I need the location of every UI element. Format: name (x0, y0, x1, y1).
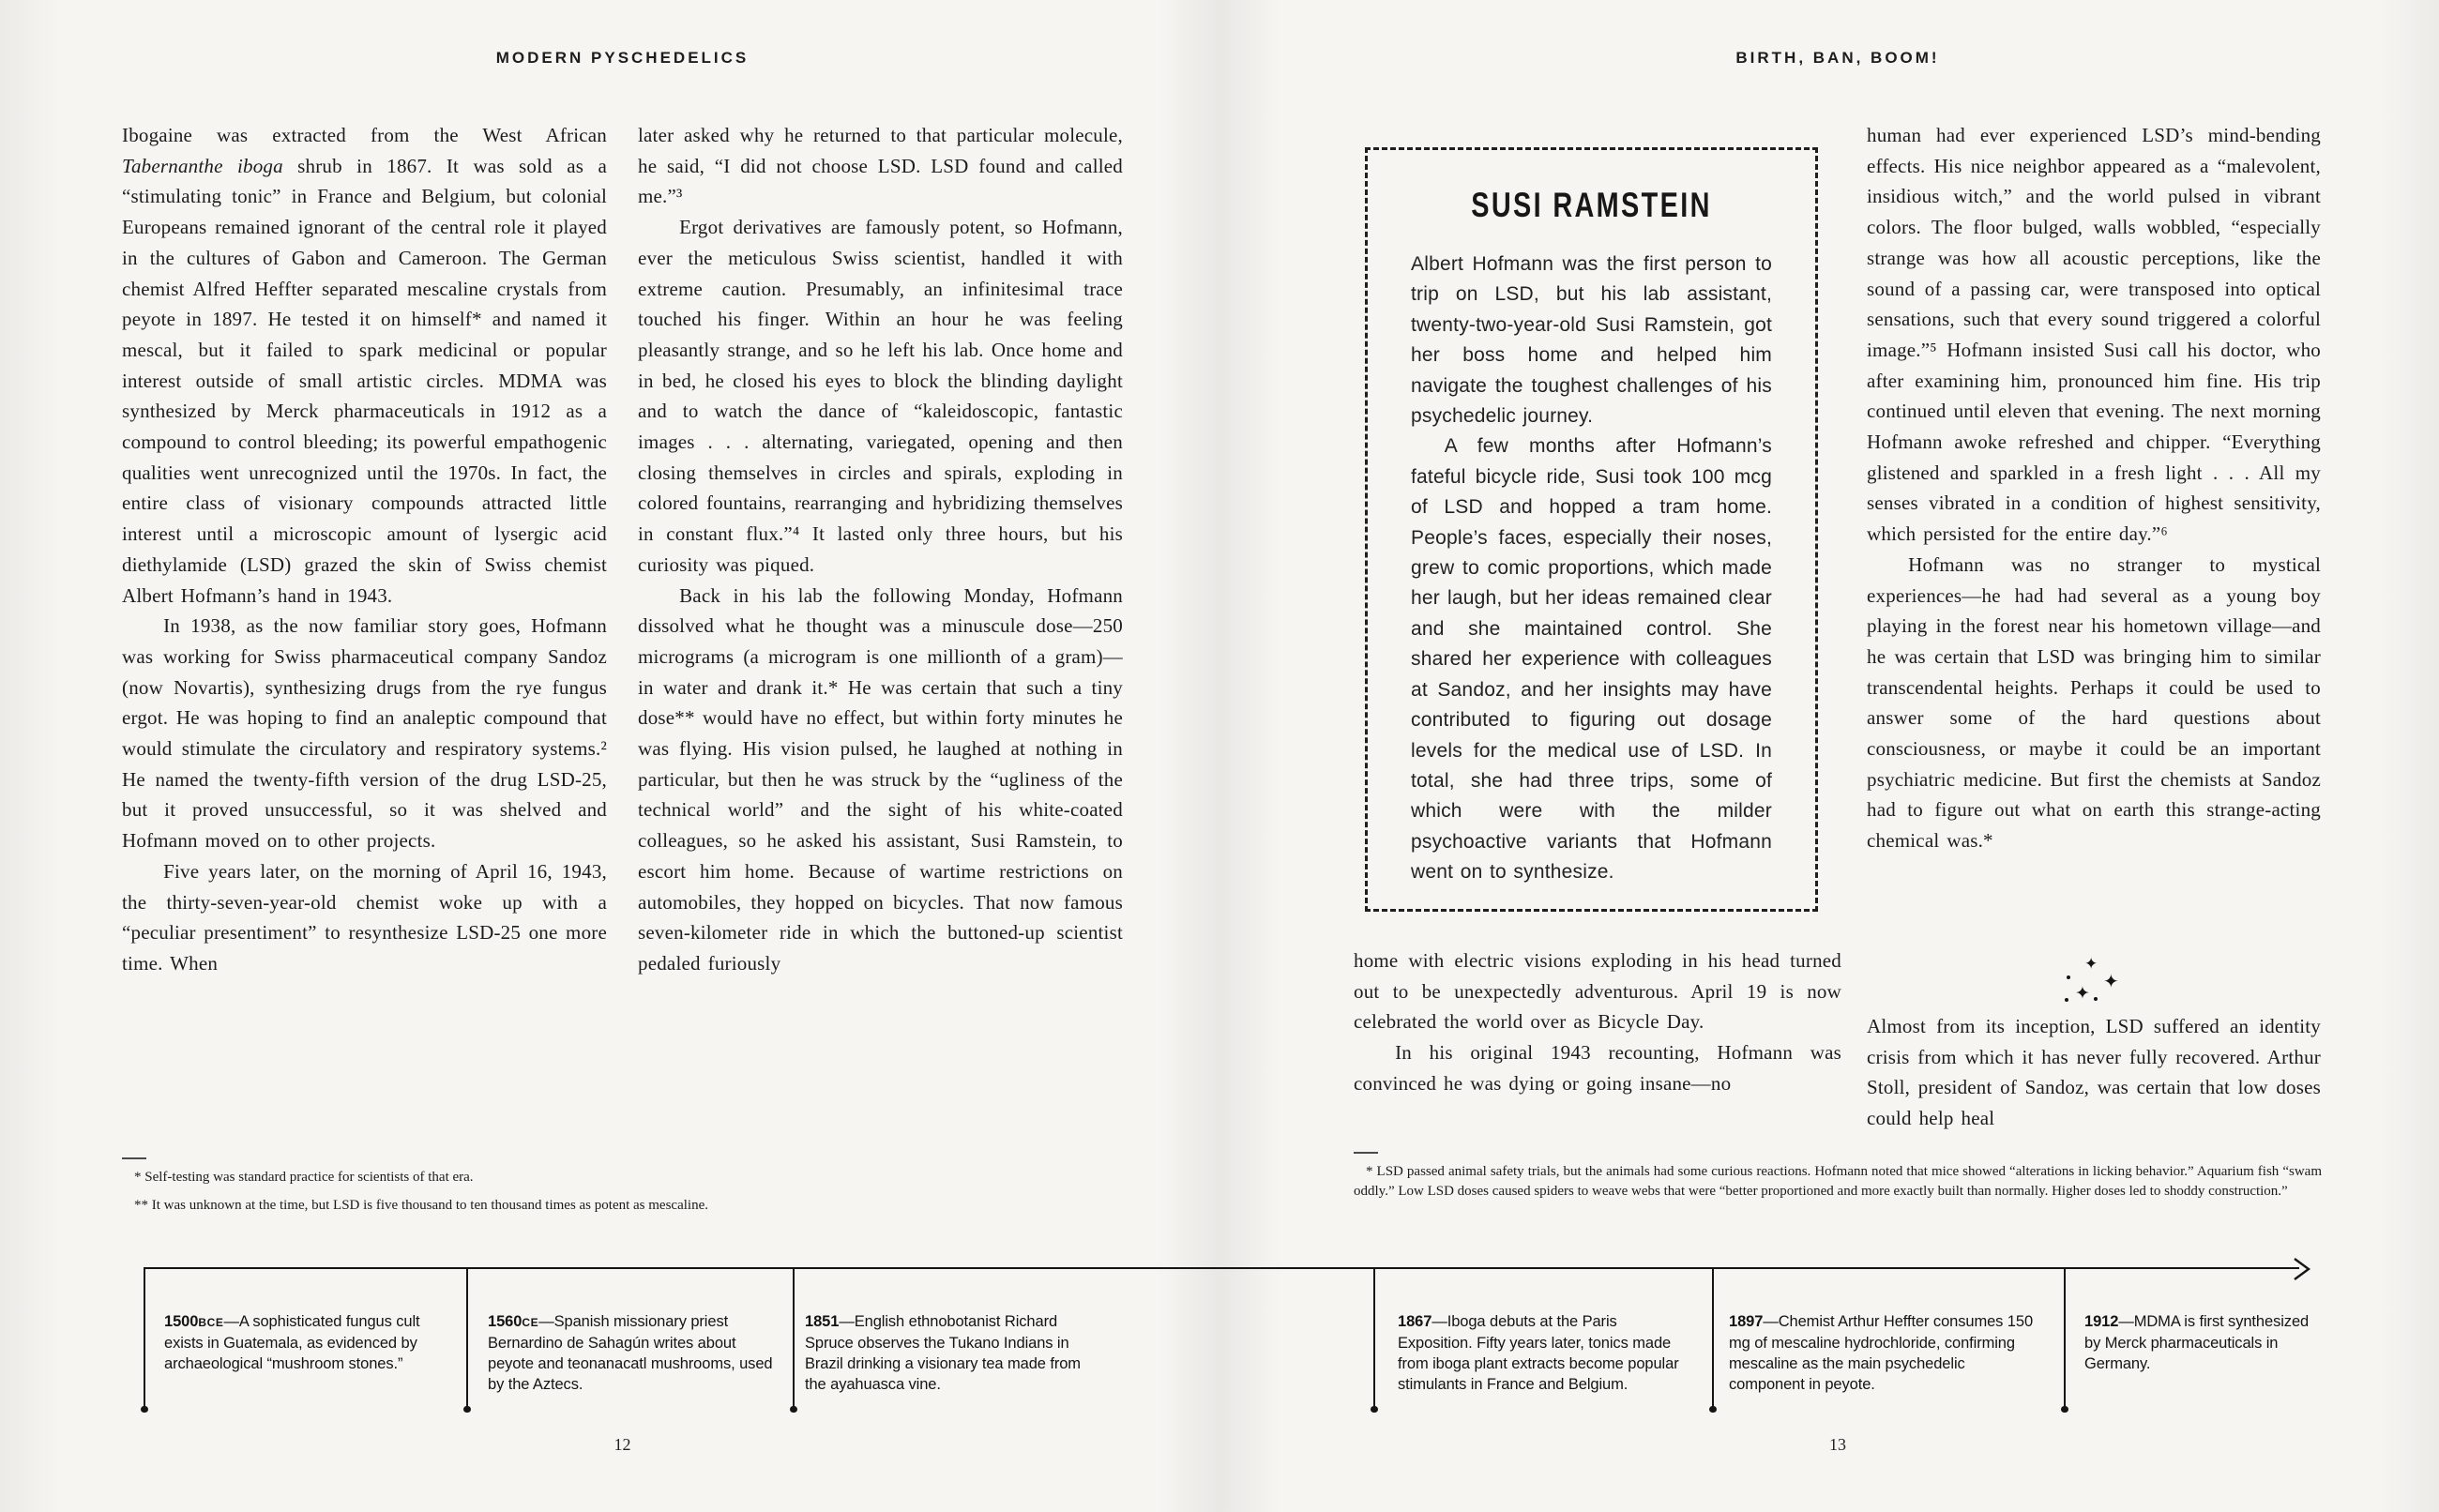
paragraph: Back in his lab the following Monday, Hofmann dissolved what he thought was a minuscule dose—250 micrograms (a microgram is one millionth of a gram)—in water and drank it.* He was certain that such a tiny dose** would have no effect, but within forty minutes he was flying. His vision pulsed, he laughed at nothing in particular, but then he was struck by the “ugliness of the technical world” and the sight of his white-coated colleagues, so he asked his assistant, Susi Ramstein, to escort him home. Because of wartime restrictions on automobiles, they hopped on bicycles. That now famous seven-kilometer ride in which the buttoned-up scientist pedaled furiously (638, 583, 1123, 975)
timeline-entry-1851 (805, 1311, 1086, 1395)
paragraph: home with electric visions exploding in his head turned out to be unexpectedly adventurous. April 19 is now celebrated the world over as Bicycle Day. (1354, 949, 1841, 1034)
timeline-entry-1500bce (164, 1311, 450, 1374)
footnotes-right (1354, 1152, 2322, 1201)
timeline-year: 1500 (164, 1313, 199, 1330)
paragraph: ** It was unknown at the time, but LSD is five thousand to ten thousand times as potent as mescaline. (134, 1198, 708, 1213)
paragraph: Five years later, on the morning of April 16, 1943, the thirty-seven-year-old chemist woke up with a “peculiar presentiment” to resynthesize LSD-25 one more time. When (122, 859, 607, 975)
timeline-tick (2064, 1267, 2066, 1410)
paragraph: later asked why he returned to that particular molecule, he said, “I did not choose LSD. LSD found and called me.”³ (638, 124, 1123, 208)
timeline-entry-1897 (1729, 1311, 2038, 1395)
sparkle-icon: ✦ (2084, 955, 2098, 974)
timeline-entry-1560ce (488, 1311, 780, 1395)
running-head-right: BIRTH, BAN, BOOM! (1735, 49, 1940, 67)
timeline-year: 1912 (2084, 1313, 2119, 1330)
timeline-arrow-icon (2293, 1257, 2311, 1281)
timeline-year: 1867 (1398, 1313, 1432, 1330)
page-number-left: 12 (614, 1435, 631, 1454)
paragraph: Almost from its inception, LSD suffered an identity crisis from which it has never fully recovered. Arthur Stoll, president of Sandoz, was certain that low doses could help heal (1867, 1015, 2321, 1130)
sidebar-body (1411, 249, 1772, 888)
sparkle-dot-icon (2094, 997, 2098, 1001)
paragraph: * Self-testing was standard practice for scientists of that era. (134, 1170, 474, 1185)
left-page-column-1 (122, 120, 607, 979)
paragraph: A few months after Hofmann’s fateful bicycle ride, Susi took 100 mcg of LSD and hopped a tram home. People’s faces, especially their noses, grew to comic proportions, which made her laugh, but her ideas remained clear and she maintained control. She shared her experience with colleagues at Sandoz, and her insights may have contributed to figuring out dosage levels for the medical use of LSD. In total, she had three trips, some of which were with the milder psychoactive variants that Hofmann went on to synthesize. (1411, 435, 1772, 884)
footnote-rule (1354, 1152, 1378, 1154)
timeline-tick (1373, 1267, 1375, 1410)
sidebar-title: SUSI RAMSTEIN (1471, 186, 1712, 224)
page-number-right: 13 (1829, 1435, 1846, 1454)
paragraph: * LSD passed animal safety trials, but the animals had some curious reactions. Hofmann noted that mice showed “alterations in licking behavior.” Aquarium fish “swam oddly.” Low LSD doses caused spiders to weave webs that were “better proportioned and more exactly built than normally. Higher doses led to shoddy construction.” (1354, 1164, 2322, 1199)
timeline-tick (793, 1267, 795, 1410)
timeline-text: —English ethnobotanist Richard Spruce observes the Tukano Indians in Brazil drinking a visionary tea made from the ayahuasca vine. (805, 1313, 1081, 1393)
paragraph: Albert Hofmann was the first person to trip on LSD, but his lab assistant, twenty-two-year-old Susi Ramstein, got her boss home and helped him navigate the toughest challenges of his psychedelic journey. (1411, 253, 1772, 428)
timeline-text: —Chemist Arthur Heffter consumes 150 mg of mescaline hydrochloride, confirming mescaline as the main psychedelic component in peyote. (1729, 1313, 2034, 1393)
timeline-era: CE (522, 1316, 539, 1329)
sparkle-icon: ✦ (2103, 970, 2119, 992)
timeline-text: —MDMA is first synthesized by Merck pharmaceuticals in Germany. (2084, 1313, 2310, 1372)
footnote-list (122, 1168, 1123, 1216)
paragraph: Hofmann was no stranger to mystical experiences—he had had several as a young boy playing in the forest near his hometown village—and he was certain that LSD was bringing him to similar transcendental heights. Perhaps it could be used to answer some of the hard questions about consciousness, or maybe it could be an important psychiatric medicine. But first the chemists at Sandoz had to figure out what on earth this strange-acting chemical was.* (1867, 552, 2321, 853)
timeline-year: 1897 (1729, 1313, 1764, 1330)
timeline-text: —Spanish missionary priest Bernardino de Sahagún writes about peyote and teonanacatl mushrooms, used by the Aztecs. (488, 1313, 773, 1393)
right-page-column-1-continued (1354, 945, 1841, 1099)
sparkle-dot-icon (2065, 998, 2068, 1002)
sparkle-dot-icon (2067, 975, 2070, 979)
running-head-left: MODERN PYSCHEDELICS (495, 49, 750, 67)
timeline-year: 1851 (805, 1313, 840, 1330)
paragraph: Ibogaine was extracted from the West African Tabernanthe iboga shrub in 1867. It was sold as a “stimulating tonic” in France and Belgium, but colonial Europeans remained ignorant of the central role it played in the cultures of Gabon and Cameroon. The German chemist Alfred Heffter separated mescaline crystals from peyote in 1897. He tested it on himself* and named it mescal, but it failed to spark medicinal or popular interest outside of small artistic circles. MDMA was synthesized by Merck pharmaceuticals in 1912 as a compound to control bleeding; its powerful empathogenic qualities went unrecognized until the 1970s. In fact, the entire class of visionary compounds attracted little interest until a microscopic amount of lysergic acid diethylamide (LSD) grazed the skin of Swiss chemist Albert Hofmann’s hand in 1943. (122, 124, 607, 607)
left-page-column-2 (638, 120, 1123, 979)
timeline-tick (144, 1267, 145, 1410)
timeline-era: BCE (198, 1316, 224, 1329)
paragraph: In his original 1943 recounting, Hofmann was convinced he was dying or going insane—no (1354, 1041, 1841, 1095)
timeline-entry-1912 (2084, 1311, 2326, 1374)
timeline-tick (466, 1267, 468, 1410)
timeline-text: —Iboga debuts at the Paris Exposition. Fifty years later, tonics made from iboga plant extracts become popular stimulants in France and Belgium. (1398, 1313, 1679, 1393)
paragraph: In 1938, as the now familiar story goes, Hofmann was working for Swiss pharmaceutical company Sandoz (now Novartis), synthesizing drugs from the rye fungus ergot. He was hoping to find an analeptic compound that would stimulate the circulatory and respiratory systems.² He named the twenty-fifth version of the drug LSD-25, but it proved unsuccessful, so it was shelved and Hofmann moved on to other projects. (122, 614, 607, 853)
footnote-rule (122, 1157, 146, 1159)
susi-ramstein-sidebar (1365, 147, 1818, 912)
right-page-column-2 (1867, 120, 2321, 856)
timeline-entry-1867 (1398, 1311, 1693, 1395)
paragraph: human had ever experienced LSD’s mind-bending effects. His nice neighbor appeared as a “malevolent, insidious witch,” and the world pulsed in vibrant colors. The floor bulged, walls wobbled, “especially strange was how all acoustic perceptions, like the sound of a passing car, were transposed into optical sensations, such that every sound triggered a colorful image.”⁵ Hofmann insisted Susi call his doctor, who after examining him, pronounced him fine. His trip continued until eleven that evening. The next morning Hofmann awoke refreshed and chipper. “Everything glistened and sparkled in a fresh light . . . All my senses vibrated in a condition of highest sensitivity, which persisted for the entire day.”⁶ (1867, 124, 2321, 546)
footnotes-left (122, 1157, 1123, 1224)
timeline-year: 1560 (488, 1313, 523, 1330)
paragraph: Ergot derivatives are famously potent, so Hofmann, ever the meticulous Swiss scientist, handled it with extreme caution. Presumably, an infinitesimal trace touched his finger. Within an hour he was feeling pleasantly strange, and so he left his lab. Once home and in bed, he closed his eyes to block the blinding daylight and to watch the dance of “kaleidoscopic, fantastic images . . . alternating, variegated, opening and then closing themselves in circles and spirals, exploding in colored fountains, rearranging and hybridizing themselves in constant flux.”⁴ It lasted only three hours, but his curiosity was piqued. (638, 216, 1123, 576)
sparkle-icon: ✦ (2075, 983, 2090, 1004)
footnote-list (1354, 1162, 2322, 1201)
timeline-text: —A sophisticated fungus cult exists in Guatemala, as evidenced by archaeological “mushroom stones.” (164, 1313, 420, 1372)
right-page-column-2-after-break (1867, 1011, 2321, 1134)
timeline-tick (1712, 1267, 1714, 1410)
